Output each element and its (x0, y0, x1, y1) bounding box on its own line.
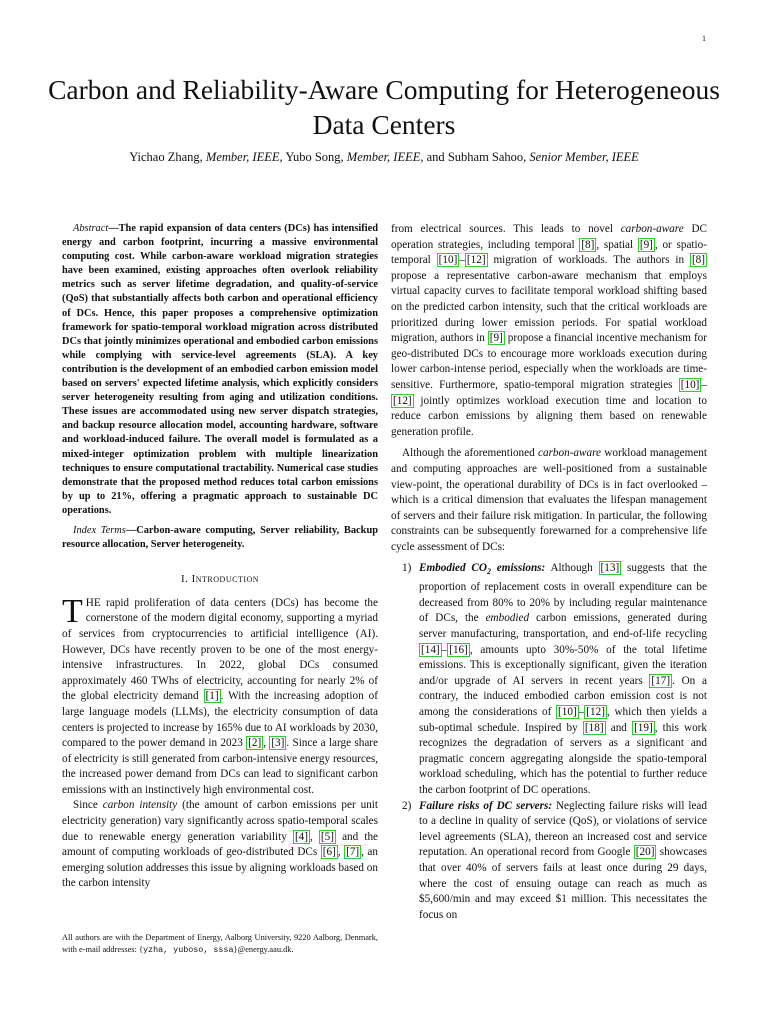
citation-link[interactable]: [12] (393, 394, 412, 407)
citation-link[interactable]: [10] (438, 254, 458, 267)
citation-link[interactable]: [9] (489, 332, 503, 345)
citation-link[interactable]: [6] (322, 846, 336, 859)
author-name: Yichao Zhang (129, 150, 200, 164)
citation-link[interactable]: [10] (680, 378, 700, 391)
author-name: Subham Sahoo (447, 150, 524, 164)
index-terms (62, 524, 378, 552)
right-paragraph-2: Although the aforementioned carbon-aware workload management and computing approaches are well-positioned from a sustainable view-point, the operational durability of DCs is in fact overlooked – which is a critical dimension that evaluates the lifespan management of servers and their failure risk mitigation. In particular, the following constraints can be subsequently forewarned for a comprehensive life cycle assessment of DCs: (391, 447, 707, 553)
citation-link[interactable]: [18] (584, 721, 604, 734)
author-name: Yubo Song (285, 150, 341, 164)
index-terms-label: Index Terms (73, 524, 126, 536)
author-role: Member, IEEE (205, 150, 280, 164)
author-role: Senior Member, IEEE (529, 150, 639, 164)
citation-link[interactable]: [5] (320, 830, 334, 843)
constraint-list (391, 561, 707, 923)
citation-link[interactable]: [16] (449, 643, 468, 656)
abstract (62, 222, 378, 518)
citation-link[interactable]: [19] (634, 721, 653, 734)
citation-link[interactable]: [14] (421, 643, 440, 656)
citation-link[interactable]: [7] (346, 846, 360, 859)
drop-cap: T (62, 592, 83, 630)
citation-link[interactable]: [8] (581, 238, 595, 251)
citation-link[interactable]: [2] (248, 737, 262, 750)
abstract-label: Abstract (73, 223, 109, 234)
citation-link[interactable]: [9] (639, 238, 653, 251)
abstract-text: —The rapid expansion of data centers (DCs) has intensified energy and carbon footprint, incurring a massive environmental computing cost. While carbon-aware workload migration strategies have been examined, existing approaches often overlook reliability metrics such as server lifetime degradation, and quality-of-service (QoS) that substantially affects both carbon and operational efficiency of DCs. Hence, this paper proposes a comprehensive optimization framework for spatio-temporal workload migration across distributed DCs that jointly minimizes operational and embodied carbon emissions while complying with service-level agreements (SLA). A key contribution is the development of an embodied carbon emission model based on servers' expected lifetime analysis, which explicitly considers server heterogeneity resulting from aging and utilization conditions. These issues are accommodated using new server dispatch strategies, and backup resource allocation model, accounting hardware, software and workload-induced failure. The overall model is formulated as a mixed-integer optimization problem with multiple linearization techniques to ensure computational tractability. Numerical case studies demonstrate that the proposed method reduces total carbon emissions by up to 21%, offering a pragmatic approach to sustainable DC operations. (62, 223, 378, 516)
footnote-emails: yzha, yuboso, sssa (143, 945, 234, 955)
right-column (391, 222, 707, 923)
left-column (62, 222, 378, 892)
index-terms-text: —Carbon-aware computing, Server reliability, Backup resource allocation, Server heterogeneity. (62, 524, 378, 551)
paper-title: Carbon and Reliability-Aware Computing for Heterogeneous Data Centers (48, 74, 720, 140)
author-line: Yichao Zhang, Member, IEEE, Yubo Song, Member, IEEE, and Subham Sahoo, Senior Member, IEEE (129, 150, 639, 164)
citation-link[interactable]: [4] (294, 830, 308, 843)
section-heading: I. Introduction (180, 573, 260, 586)
citation-link[interactable]: [12] (586, 706, 605, 719)
footnote: All authors are with the Department of Energy, Aalborg University, 9220 Aalborg, Denmark, with e-mail addresses: {yzha, yuboso, sssa}@energy.aau.dk. (62, 933, 378, 955)
citation-link[interactable]: [20] (635, 846, 655, 859)
right-paragraph-1: from electrical sources. This leads to novel carbon-aware DC operation strategies, including temporal [8] , spatial [9] , or spatio-temporal [10] – [12] migration of workloads. The authors in [8] propose a representative carbon-aware mechanism that employs virtual capacity curves to facilitate temporal workload shifting based on the predicted carbon intensity, such that the critical workloads are prioritized during lower emission periods. For spatial workload migration, authors in [9] propose a financial incentive mechanism for geo-distributed DCs to encourage more workloads execution during lower carbon-intense period, especially when the workloads are time-sensitive. Furthermore, spatio-temporal migration strategies [10] –[12] jointly optimizes workload execution time and location to reduce carbon emissions by aligning them based on renewable generation profile. (391, 223, 707, 438)
citation-link[interactable]: [17] (651, 674, 671, 687)
list-item-title: Embodied $CO_2$ emissions: (419, 562, 546, 577)
list-item-title: Failure risks of DC servers: (419, 799, 553, 812)
list-number: 2) (402, 799, 412, 812)
list-item: 1) Embodied $CO_2$ emissions: Although [13] suggests that the proportion of replacement costs in overall expenditure can be decreased from 80% to 20% by including regular maintenance of DCs, the embodied carbon emissions, generated during server manufacturing, transportation, and end-of-life recycling [14] – [16] , amounts upto 30%-50% of the total lifetime emissions. This is exceptionally significant, given the iteration and/or upgrade of AI servers in recent years [17] . On a contrary, the induced embodied carbon emission cost is not among the considerations of [10] – [12] , which then yields a sub-optimal schedule. Inspired by [18] and [19] , this work recognizes the degradation of servers as a significant and pragmatic concern aggregating alongside the spatio-temporal workload scheduling, which has the potential to further reduce the carbon footprint of DC operations. (402, 562, 707, 797)
page-number: 1 (702, 34, 706, 43)
list-number: 1) (402, 562, 412, 575)
citation-link[interactable]: [8] (691, 254, 705, 267)
citation-link[interactable]: [12] (466, 254, 486, 267)
citation-link[interactable]: [1] (205, 690, 219, 703)
intro-paragraph-1: THE rapid proliferation of data centers (DCs) has become the cornerstone of the modern digital economy, supporting a myriad of services from cryptocurrencies to artificial intelligence (AI). However, DCs have recently proven to be one of the most energy-intensive infrastructures. In 2022, global DCs consumed approximately 460 TWhs of electricity, accounting for nearly 2% of the global electricity demand [1] . With the increasing adoption of large language models (LLMs), the electricity consumption of data centers is projected to increase by 165% due to AI workloads by 2030, compared to the power demand in 2023 [2] , [3] . Since a large share of electricity is still generated from carbon-intensive energy resources, the increased power demand from DCs can lead to significant carbon emissions with an instinctively high environmental cost. (62, 592, 378, 796)
citation-link[interactable]: [10] (558, 706, 577, 719)
citation-link[interactable]: [3] (271, 737, 285, 750)
citation-link[interactable]: [13] (600, 562, 620, 575)
intro-paragraph-2: Since carbon intensity (the amount of carbon emissions per unit electricity generation) vary significantly across spatio-temporal scales due to renewable energy generation variability [4] , [5] and the amount of computing workloads of geo-distributed DCs [6] , [7] , an emerging solution addresses this issue by aligning workloads based on the carbon intensity (62, 799, 379, 890)
author-role: Member, IEEE (346, 150, 421, 164)
list-item: 2) Failure risks of DC servers: Neglecting failure risks will lead to a decline in quality of service (QoS), or violations of service level agreements (SLA), thereon an increased cost and service reputation. An operational record from Google [20] showcases that over 40% of servers fails at least once during 29 days, where the cost of ensuing outage can reach as much as $5,600/min and may exceed $1 million. This necessitates the focus on (402, 799, 707, 921)
